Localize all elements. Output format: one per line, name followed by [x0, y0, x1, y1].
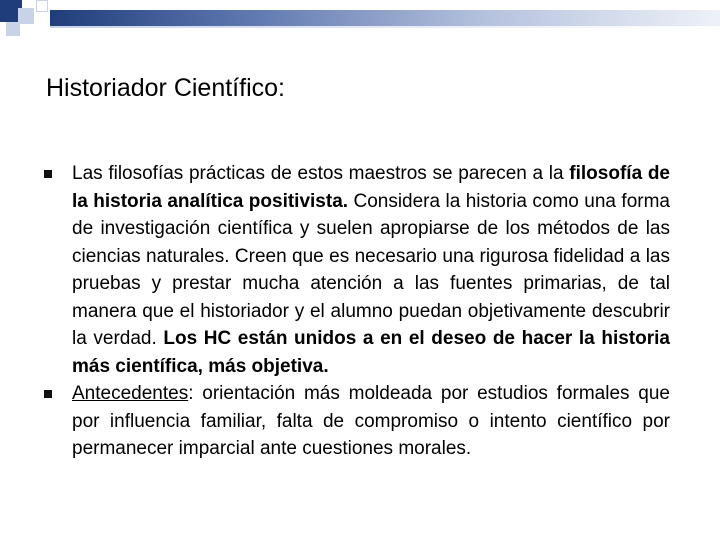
- bullet-text: Considera la historia como una forma de investigación científica y suelen apropiarse de los métodos de las ciencias naturales. Creen que es necesario una rigurosa fidelidad a las pruebas y prestar mucha atención a las fuentes primarias, de tal manera que el historiador y el alumno puedan objetivamente descubrir la verdad.: [72, 190, 670, 349]
- square-bullet-icon: [44, 170, 52, 178]
- bullet-item: [44, 380, 670, 463]
- header-underline: [50, 26, 720, 28]
- bullet-item: [44, 160, 670, 380]
- bullet-text: : orientación más moldeada por estudios formales que por influencia familiar, falta de compromiso o intento científico por permanecer imparcial ante cuestiones morales.: [72, 383, 670, 459]
- bullet-term: Antecedentes: [72, 383, 189, 404]
- bullet-bold-text: Los HC están unidos a en el deseo de hacer la historia más científica, más objetiva.: [72, 328, 670, 377]
- corner-square-light: [6, 22, 20, 36]
- header-gradient-bar: [50, 10, 720, 26]
- slide-content: [44, 160, 670, 463]
- slide-title: Historiador Científico:: [46, 74, 285, 102]
- corner-square-light: [18, 8, 34, 24]
- square-bullet-icon: [44, 390, 52, 398]
- corner-square-outline: [36, 0, 48, 12]
- bullet-text: Las filosofías prácticas de estos maestros se parecen a la: [72, 163, 570, 184]
- bullet-bold-text: filosofía de la historia analítica positivista.: [72, 163, 670, 212]
